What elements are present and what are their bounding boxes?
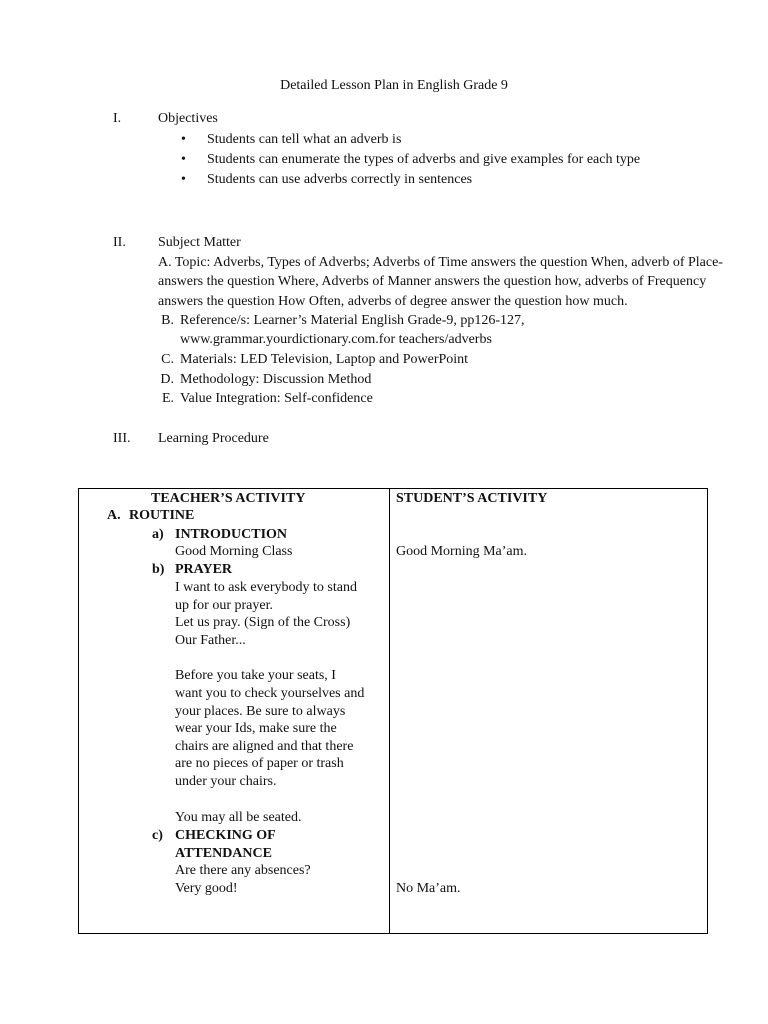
objectives-heading: Objectives <box>158 111 218 126</box>
objective-item: Students can enumerate the types of adverbs and give examples for each type <box>207 152 641 167</box>
seat-line: Before you take your seats, I <box>175 668 336 683</box>
objectives-numeral: I. <box>113 111 122 126</box>
routine-letter: A. <box>107 508 121 523</box>
prayer-line: Let us pray. (Sign of the Cross) <box>175 615 351 630</box>
value-line: Value Integration: Self-confidence <box>180 391 373 406</box>
bullet-icon: • <box>181 172 186 187</box>
prayer-label: PRAYER <box>175 562 233 577</box>
topic-paragraph: A. Topic: Adverbs, Types of Adverbs; Adverbs of Time answers the question When, adverb of Place- answers the question Where, Adverbs of Manner answers the question how, adverbs of Frequency answers the question How Often, adverbs of degree answer the question how much. <box>158 255 723 309</box>
attendance-question: Are there any absences? <box>175 863 311 878</box>
item-letter: D. <box>160 372 174 387</box>
seat-line: want you to check yourselves and <box>175 686 365 701</box>
attendance-letter: c) <box>152 828 163 843</box>
procedure-numeral: III. <box>113 431 131 446</box>
attendance-praise: Very good! <box>175 881 238 896</box>
attendance-label: CHECKING OF <box>175 828 276 843</box>
attendance-response: No Ma’am. <box>396 881 461 896</box>
seat-line: are no pieces of paper or trash <box>175 756 344 771</box>
seat-line: chairs are aligned and that there <box>175 739 354 754</box>
attendance-label: ATTENDANCE <box>175 846 272 861</box>
intro-response: Good Morning Ma’am. <box>396 544 528 559</box>
column-divider <box>389 489 390 933</box>
activity-table <box>78 488 708 934</box>
item-letter: C. <box>161 352 174 367</box>
subject-heading: Subject Matter <box>158 235 241 250</box>
prayer-line: Our Father... <box>175 633 246 648</box>
seat-line: your places. Be sure to always <box>175 704 346 719</box>
bullet-icon: • <box>181 132 186 147</box>
objective-item: Students can use adverbs correctly in sentences <box>207 172 473 187</box>
intro-text: Good Morning Class <box>175 544 293 559</box>
seated-text: You may all be seated. <box>175 810 302 825</box>
seat-line: under your chairs. <box>175 774 277 789</box>
prayer-line: I want to ask everybody to stand <box>175 580 357 595</box>
student-header: STUDENT’S ACTIVITY <box>396 491 548 506</box>
seat-line: wear your Ids, make sure the <box>175 721 337 736</box>
page-title: Detailed Lesson Plan in English Grade 9 <box>280 78 508 93</box>
item-letter: B. <box>161 313 174 328</box>
item-letter: E. <box>161 391 174 406</box>
reference-line: www.grammar.yourdictionary.com.for teachers/adverbs <box>180 332 492 347</box>
methodology-line: Methodology: Discussion Method <box>180 372 372 387</box>
reference-line: Reference/s: Learner’s Material English Grade-9, pp126-127, <box>180 313 525 328</box>
intro-label: INTRODUCTION <box>175 527 288 542</box>
prayer-letter: b) <box>152 562 165 577</box>
teacher-header: TEACHER’S ACTIVITY <box>151 491 306 506</box>
intro-letter: a) <box>152 527 164 542</box>
subject-numeral: II. <box>113 235 126 250</box>
prayer-line: up for our prayer. <box>175 598 273 613</box>
bullet-icon: • <box>181 152 186 167</box>
procedure-heading: Learning Procedure <box>158 431 269 446</box>
objective-item: Students can tell what an adverb is <box>207 132 402 147</box>
materials-line: Materials: LED Television, Laptop and PowerPoint <box>180 352 469 367</box>
routine-label: ROUTINE <box>129 508 195 523</box>
